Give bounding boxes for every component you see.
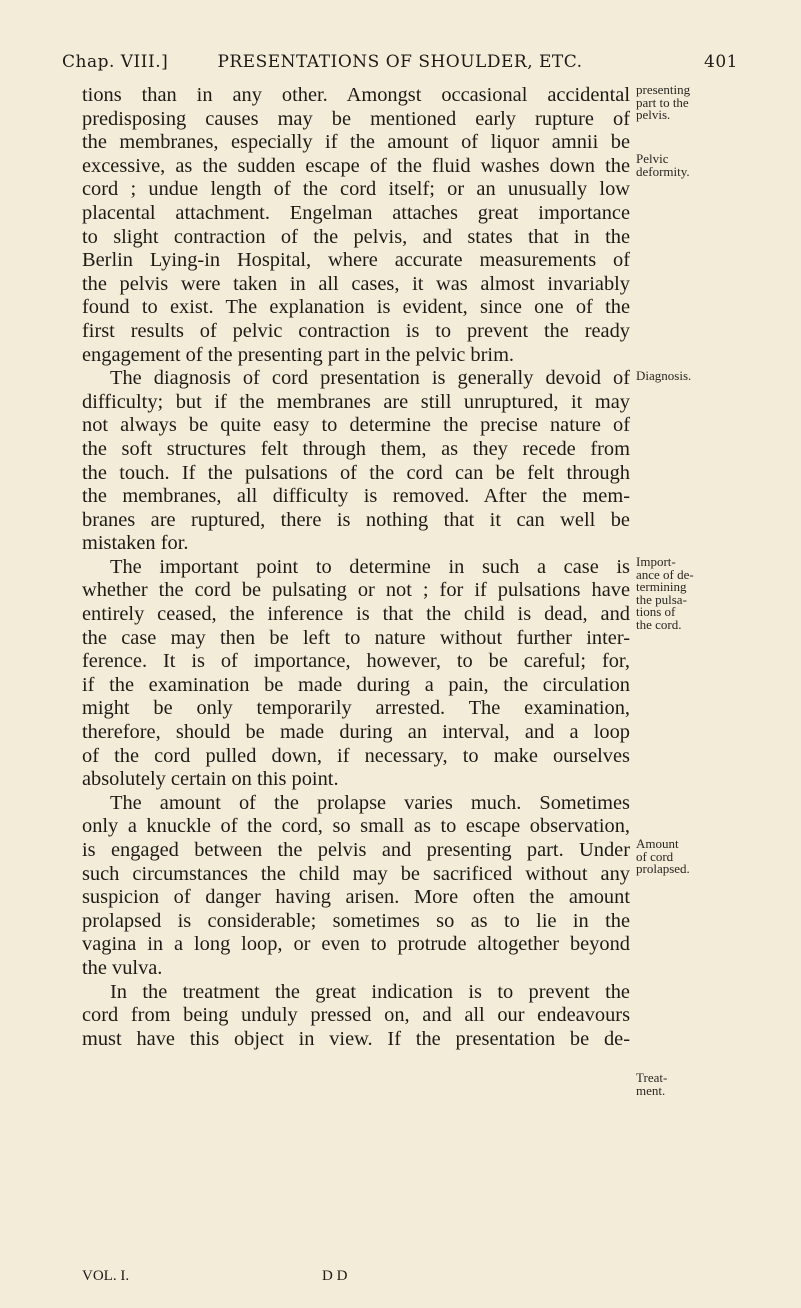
text-line: of the cord pulled down, if necessary, to make ourselves	[82, 744, 630, 767]
running-title: PRESENTATIONS OF SHOULDER, ETC.	[217, 52, 583, 72]
margin-note-line: Pelvic	[636, 151, 669, 166]
margin-note-line: Treat-	[636, 1070, 668, 1085]
margin-note-presenting-part	[636, 84, 736, 122]
text-line: excessive, as the sudden escape of the fluid washes down the	[82, 154, 630, 177]
text-line: not always be quite easy to determine the precise nature of	[82, 414, 630, 437]
text-line: whether the cord be pulsating or not ; for if pulsations have	[82, 579, 630, 602]
text-line: prolapsed is considerable; sometimes so as to lie in the	[82, 909, 630, 932]
page-footer	[82, 1268, 630, 1290]
text-line: ference. It is of importance, however, to be careful; for,	[82, 650, 630, 673]
signature-mark: D D	[322, 1268, 348, 1284]
text-line: the pelvis were taken in all cases, it was almost invariably	[82, 272, 630, 295]
text-line: engagement of the presenting part in the pelvic brim.	[82, 343, 515, 366]
text-line: predisposing causes may be mentioned early rupture of	[82, 107, 630, 130]
running-header	[62, 52, 738, 78]
margin-note-line: tions of	[636, 604, 676, 619]
margin-note-line: prolapsed.	[636, 861, 690, 876]
chapter-label: Chap. VIII.]	[62, 52, 169, 72]
margin-note-line: Import-	[636, 554, 676, 569]
page-number: 401	[704, 52, 738, 72]
margin-note-diagnosis	[636, 370, 736, 383]
text-line: the soft structures felt through them, as they recede from	[82, 437, 630, 460]
text-line: difficulty; but if the membranes are still unruptured, it may	[82, 390, 630, 413]
text-line: vagina in a long loop, or even to protrude altogether beyond	[82, 933, 630, 956]
text-line: absolutely certain on this point.	[82, 768, 339, 791]
text-line: is engaged between the pelvis and presenting part. Under	[82, 839, 630, 861]
margin-note-pelvic-deformity	[636, 153, 736, 178]
text-line: to slight contraction of the pelvis, and states that in the	[82, 225, 630, 248]
margin-note-line: Amount	[636, 836, 679, 851]
text-line: might be only temporarily arrested. The examination,	[82, 697, 630, 720]
margin-note-line: ance of de-	[636, 566, 694, 582]
text-line: mistaken for.	[82, 532, 189, 555]
margin-note-line: Diagnosis.	[636, 368, 692, 383]
text-line: In the treatment the great indication is to prevent the	[110, 980, 630, 1003]
text-line: the membranes, especially if the amount of liquor amnii be	[82, 131, 630, 154]
margin-note-line: ment.	[636, 1082, 666, 1098]
text-line: The amount of the prolapse varies much. Sometimes	[110, 791, 630, 814]
margin-note-amount-prolapsed	[636, 838, 736, 876]
text-line: The diagnosis of cord presentation is generally devoid of	[110, 367, 630, 390]
text-line: cord ; undue length of the cord itself; or an unusually low	[82, 178, 630, 201]
text-line: must have this object in view. If the presentation be de-	[82, 1027, 630, 1050]
margin-note-line: pelvis.	[636, 107, 671, 122]
margin-note-line: of cord	[636, 848, 674, 864]
text-line: the membranes, all difficulty is removed. After the mem-	[82, 485, 630, 508]
margin-note-line: presenting	[636, 82, 691, 97]
text-line: placental attachment. Engelman attaches great importance	[82, 201, 630, 224]
margin-note-treatment	[636, 1072, 736, 1097]
text-line: first results of pelvic contraction is to prevent the ready	[82, 319, 630, 342]
text-line: the case may then be left to nature without further inter-	[82, 626, 630, 649]
text-line: only a knuckle of the cord, so small as to escape observation,	[82, 815, 630, 838]
text-line: therefore, should be made during an interval, and a loop	[82, 721, 630, 744]
text-line: The important point to determine in such a case is	[110, 555, 630, 578]
margin-note-line: deformity.	[636, 163, 690, 179]
text-line: found to exist. The explanation is evident, since one of the	[82, 296, 630, 319]
text-line: tions than in any other. Amongst occasional accidental	[82, 84, 630, 106]
margin-note-line: part to the	[636, 94, 689, 110]
volume-label: VOL. I.	[82, 1268, 130, 1284]
text-line: if the examination be made during a pain, the circulation	[82, 673, 630, 696]
text-line: cord from being unduly pressed on, and all our endeavours	[82, 1004, 630, 1027]
body-text	[82, 84, 630, 1051]
margin-note-importance	[636, 556, 736, 631]
margin-note-line: termining	[636, 579, 687, 594]
margin-note-line: the pulsa-	[636, 591, 687, 607]
text-line: branes are ruptured, there is nothing that it can well be	[82, 508, 630, 531]
text-line: the vulva.	[82, 956, 163, 979]
text-line: suspicion of danger having arisen. More often the amount	[82, 886, 630, 909]
text-line: such circumstances the child may be sacrificed without any	[82, 862, 630, 885]
text-line: the touch. If the pulsations of the cord can be felt through	[82, 461, 630, 484]
margin-note-line: the cord.	[636, 616, 682, 632]
text-line: entirely ceased, the inference is that the child is dead, and	[82, 603, 630, 626]
text-line: Berlin Lying-in Hospital, where accurate measurements of	[82, 249, 630, 272]
